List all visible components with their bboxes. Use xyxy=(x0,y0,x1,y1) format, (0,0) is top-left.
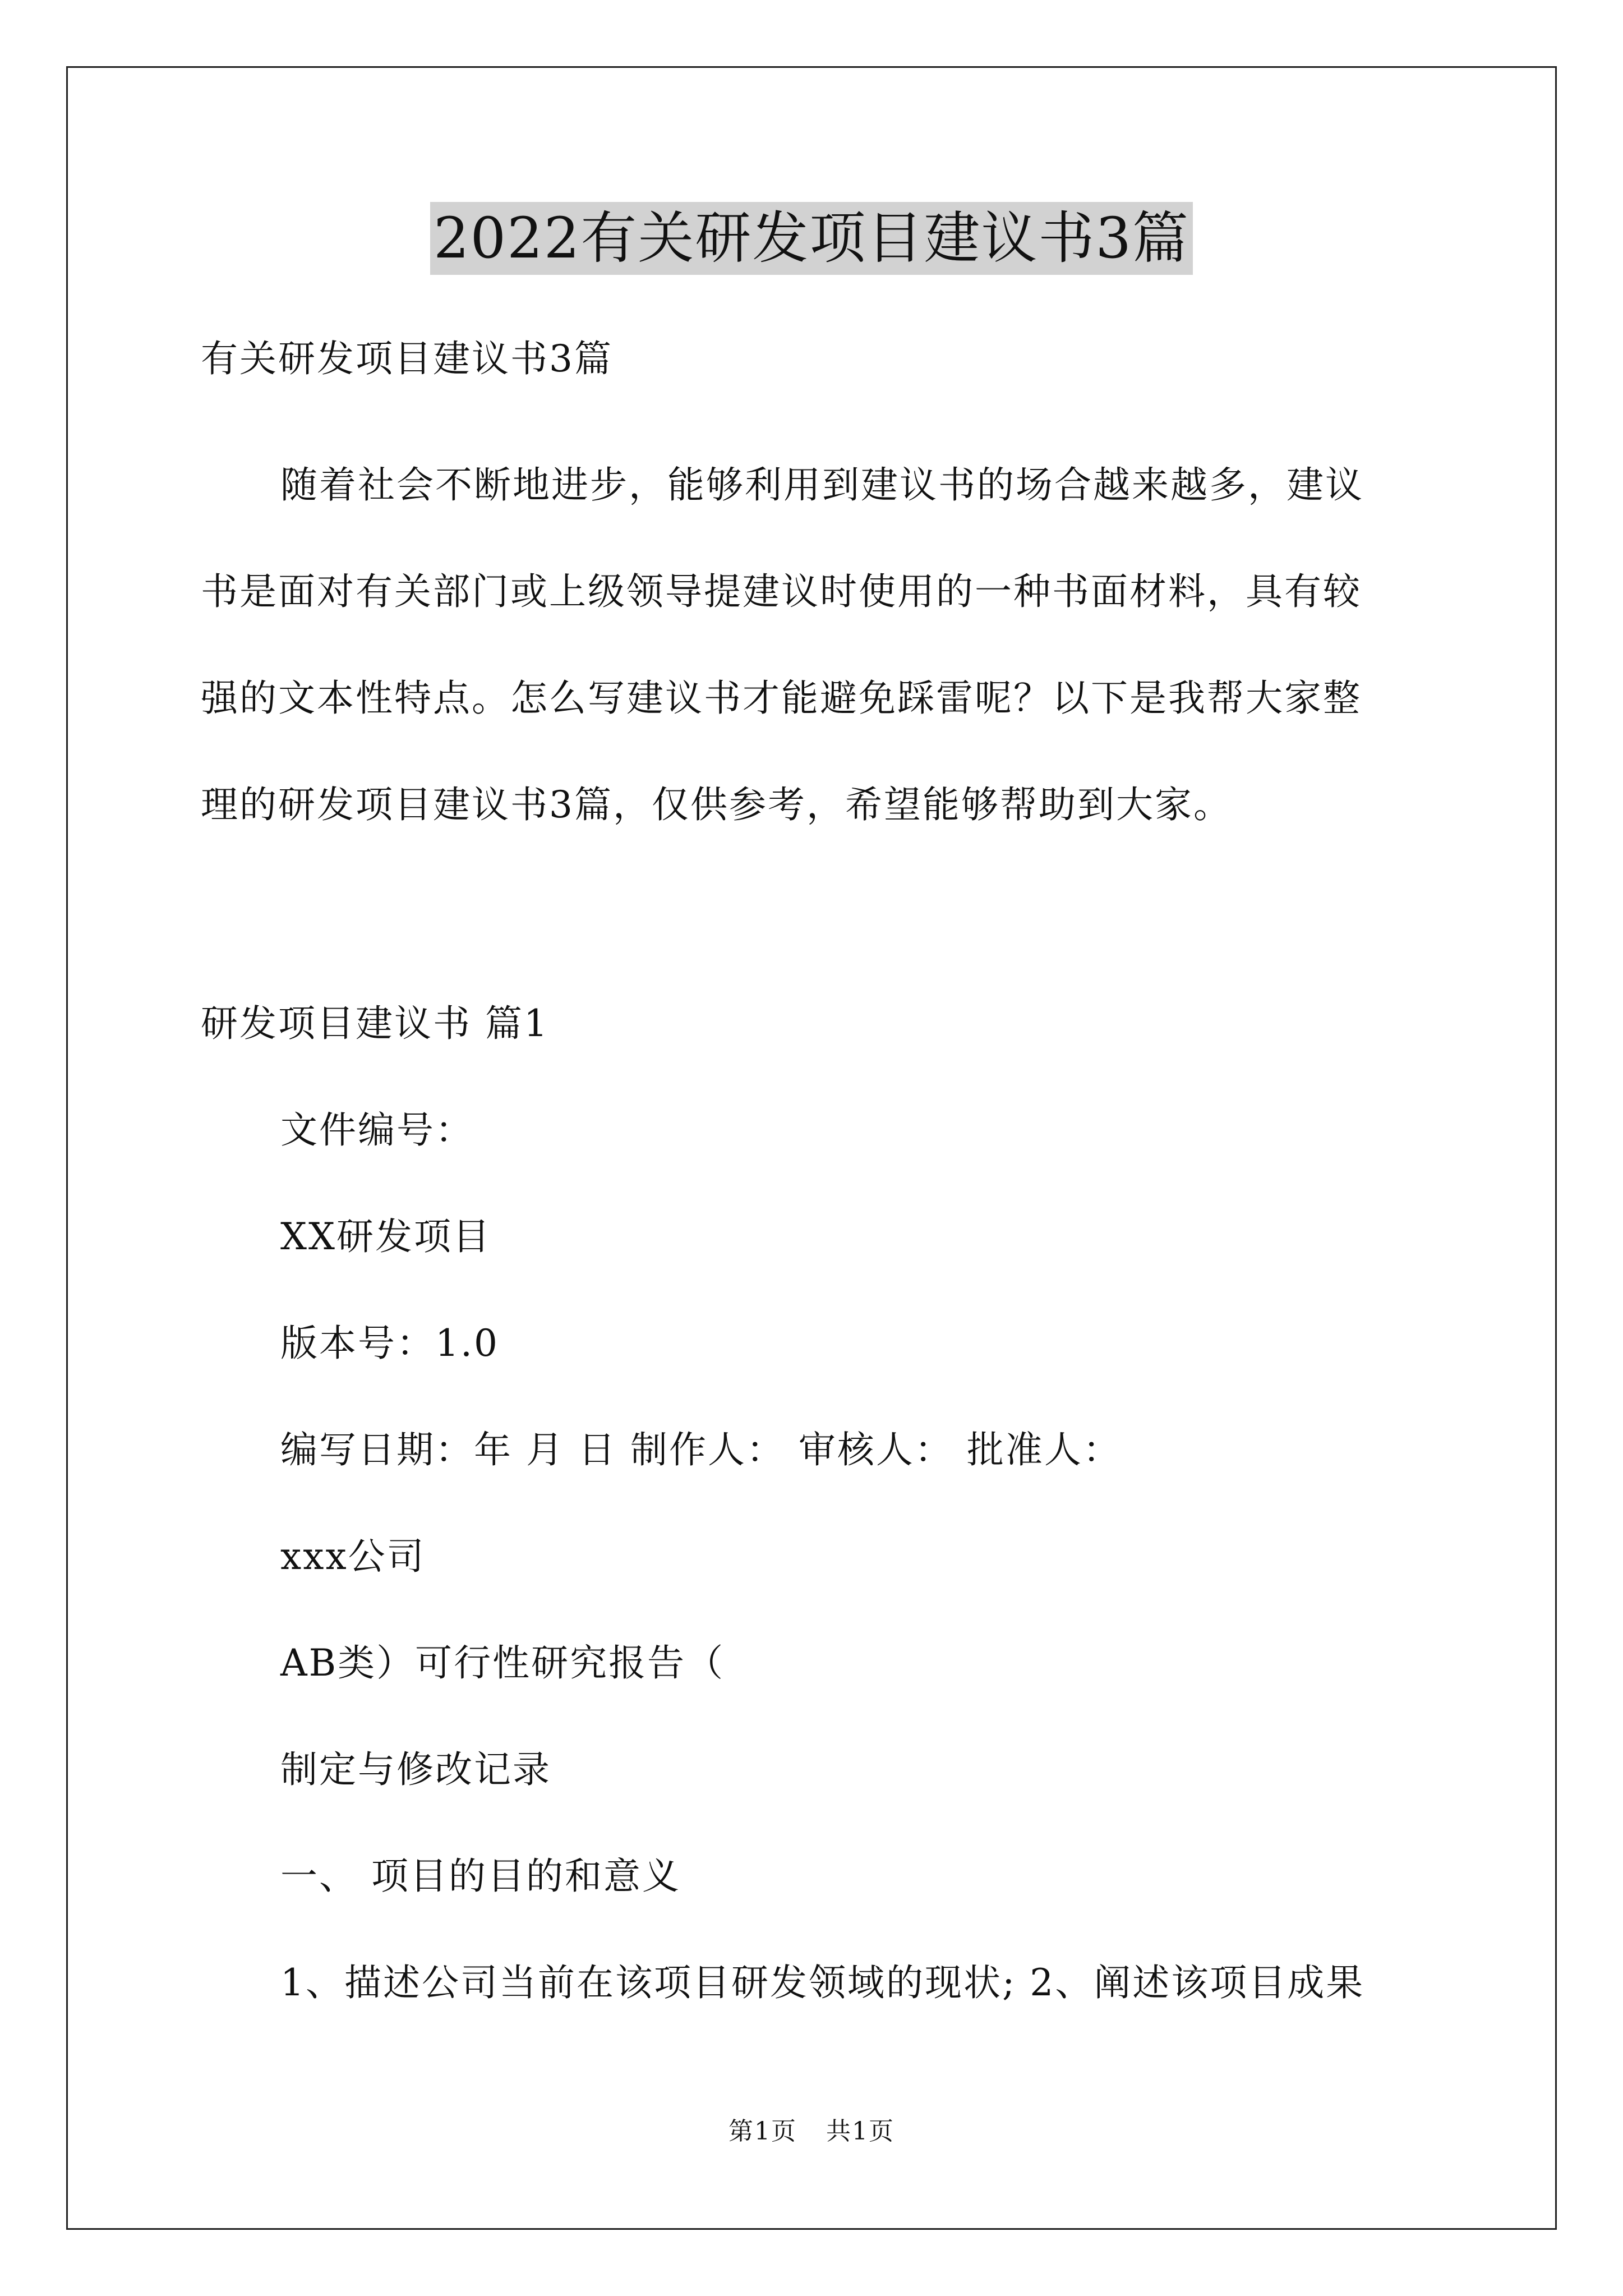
page-footer xyxy=(0,2115,1623,2148)
title-container xyxy=(0,202,1623,275)
paragraph-line: 制定与修改记录 xyxy=(280,1748,551,1791)
paragraph-line: 理的研发项目建议书3篇，仅供参考，希望能够帮助到大家。 xyxy=(201,783,1232,826)
paragraph-line: XX研发项目 xyxy=(280,1215,491,1258)
paragraph-line: xxx公司 xyxy=(280,1535,426,1578)
page-number-current: 第1页 xyxy=(728,2117,797,2146)
paragraph-line: 1、描述公司当前在该项目研发领域的现状; 2、阐述该项目成果 xyxy=(280,1961,1365,2004)
paragraph-line: AB类）可行性研究报告（ xyxy=(280,1641,725,1685)
document-title: 2022有关研发项目建议书3篇 xyxy=(430,202,1193,275)
subtitle-line: 有关研发项目建议书3篇 xyxy=(201,337,613,380)
paragraph-line: 一、 项目的目的和意义 xyxy=(280,1855,681,1898)
paragraph-line: 文件编号： xyxy=(280,1108,474,1152)
paragraph-line: 编写日期：年 月 日 制作人： 审核人： 批准人： xyxy=(280,1428,1122,1471)
paragraph-line: 强的文本性特点。怎么写建议书才能避免踩雷呢？以下是我帮大家整 xyxy=(201,677,1362,720)
paragraph-line: 随着社会不断地进步，能够利用到建议书的场合越来越多，建议 xyxy=(280,463,1364,507)
page-number-total: 共1页 xyxy=(826,2117,895,2146)
paragraph-line: 书是面对有关部门或上级领导提建议时使用的一种书面材料，具有较 xyxy=(201,570,1362,613)
section-heading: 研发项目建议书 篇1 xyxy=(201,1002,549,1045)
paragraph-line: 版本号：1.0 xyxy=(280,1322,499,1365)
